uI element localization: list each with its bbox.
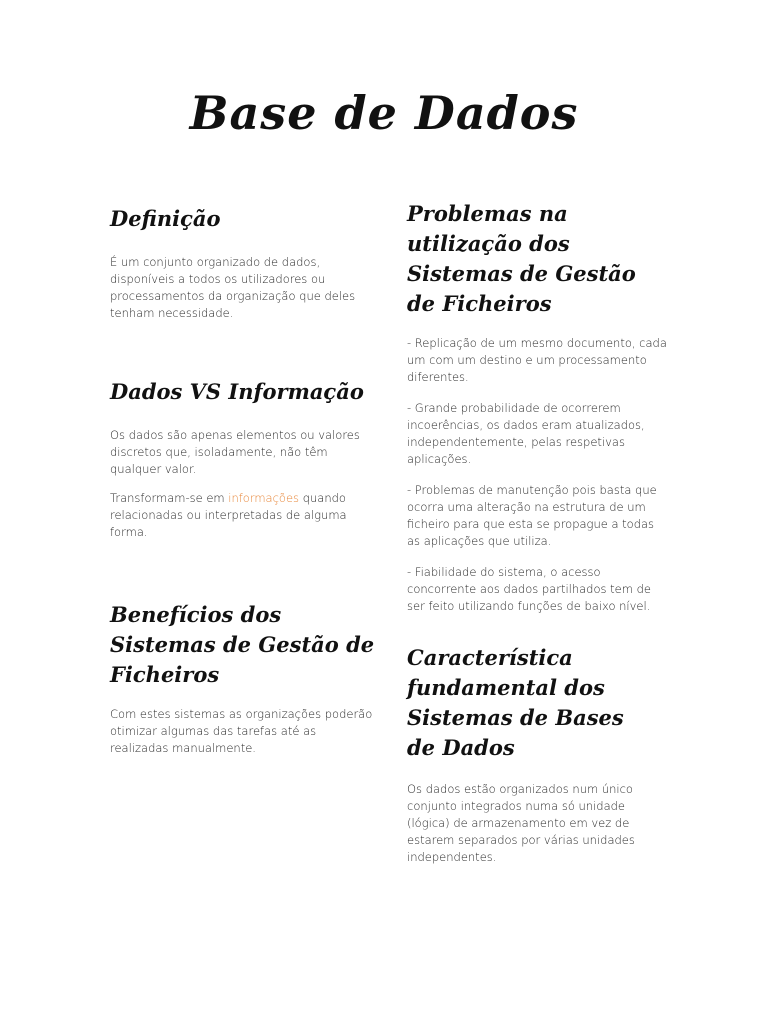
section-heading-caracteristica: Característica fundamental dos Sistemas de Bases de Dados bbox=[407, 645, 624, 760]
section-dados-vs-informacao bbox=[110, 377, 365, 541]
caracteristica-text: Os dados estão organizados num único conjunto integrados numa só unidade (lógica) de armazenamento em vez de estarem separados por várias unidades independentes. bbox=[407, 782, 635, 864]
section-heading-beneficios: Benefícios dos Sistemas de Gestão de Ficheiros bbox=[110, 602, 375, 687]
dados-text-1: Os dados são apenas elementos ou valores discretos que, isoladamente, não têm qualquer valor. bbox=[110, 428, 360, 476]
dados-text-2 bbox=[110, 490, 365, 541]
list-item: - Fiabilidade do sistema, o acesso concorrente aos dados partilhados tem de ser feito utilizando funções de baixo nível. bbox=[407, 565, 651, 613]
section-beneficios bbox=[110, 600, 375, 757]
definicao-text: É um conjunto organizado de dados, disponíveis a todos os utilizadores ou processamentos da organização que deles tenham necessidade. bbox=[110, 255, 356, 320]
section-heading-definicao: Definição bbox=[110, 206, 221, 231]
list-item: - Grande probabilidade de ocorrerem incoerências, os dados eram atualizados, independentemente, pelas respetivas aplicações. bbox=[407, 401, 645, 466]
section-heading-dados-vs-informacao: Dados VS Informação bbox=[110, 379, 364, 404]
list-item: - Replicação de um mesmo documento, cada um com um destino e um processamento diferentes. bbox=[407, 336, 667, 384]
dados-text-2-after: quando relacionadas ou interpretadas de alguma forma. bbox=[110, 491, 347, 539]
beneficios-text: Com estes sistemas as organizações poderão otimizar algumas das tarefas até as realizadas manualmente. bbox=[110, 707, 373, 755]
dados-text-2-before: Transformam-se em bbox=[110, 491, 229, 505]
highlight-informacoes: informações bbox=[228, 491, 300, 505]
section-caracteristica bbox=[407, 643, 647, 866]
section-heading-problemas: Problemas na utilização dos Sistemas de Gestão de Ficheiros bbox=[407, 201, 636, 316]
section-definicao bbox=[110, 204, 365, 322]
section-problemas bbox=[407, 199, 667, 615]
list-item: - Problemas de manutenção pois basta que ocorra uma alteração na estrutura de um ficheiro para que esta se propague a todas as aplicações que utiliza. bbox=[407, 483, 657, 548]
page-title: Base de Dados bbox=[189, 86, 579, 140]
